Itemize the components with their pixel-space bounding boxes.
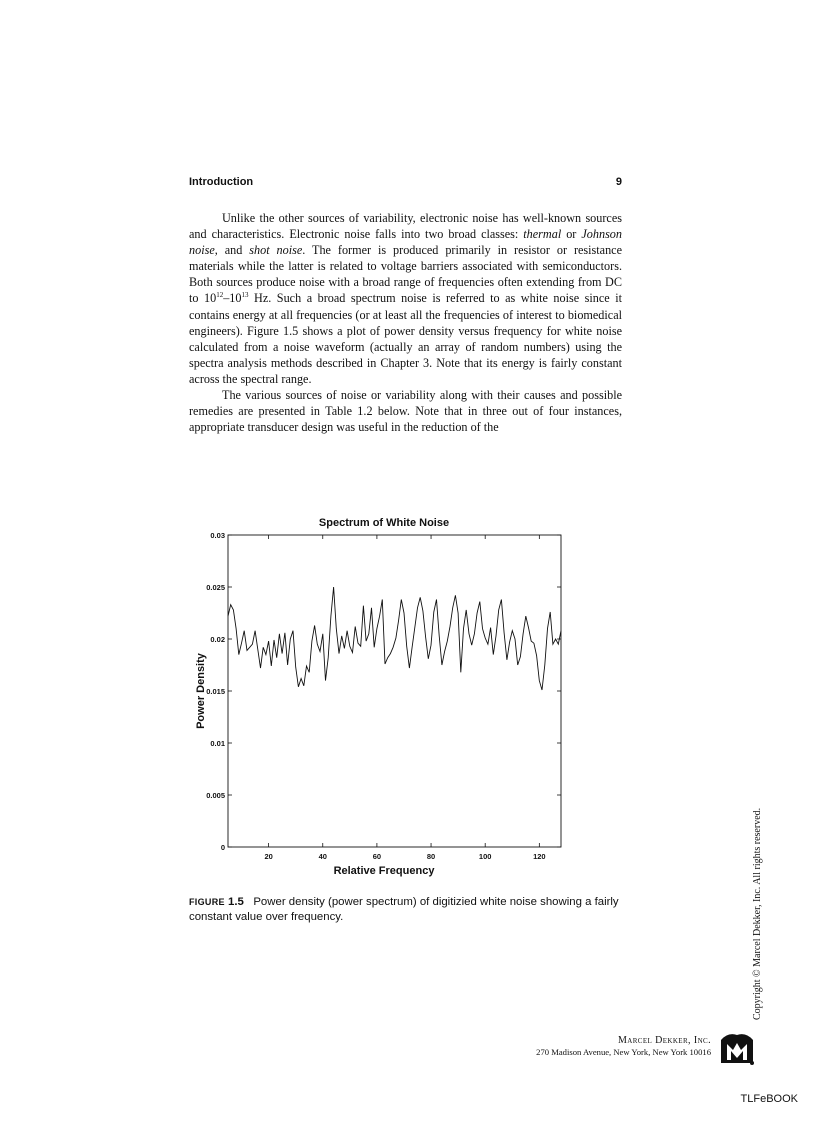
publisher-name: Marcel Dekker, Inc. bbox=[617, 1035, 711, 1046]
figure-caption bbox=[189, 895, 629, 925]
y-tick-label: 0.025 bbox=[206, 583, 225, 592]
y-tick-label: 0.02 bbox=[210, 635, 225, 644]
publisher-block bbox=[536, 1035, 711, 1057]
paragraph-2: The various sources of noise or variability along with their causes and possible remedies are presented in Table 1.2 below. Note that in three out of four instances, appropriate transducer design was useful in the reduction of the bbox=[189, 388, 622, 435]
y-tick-label: 0 bbox=[220, 843, 225, 852]
y-tick-label: 0.015 bbox=[206, 687, 225, 696]
power-density-line bbox=[228, 587, 561, 690]
watermark-text: TLFeBOOK bbox=[740, 1093, 798, 1105]
term-johnson-noise: Johnson noise bbox=[189, 227, 622, 258]
x-tick-label: 120 bbox=[533, 852, 546, 861]
term-shot-noise: shot noise bbox=[249, 243, 303, 258]
figure-label bbox=[189, 896, 244, 908]
x-tick-label: 40 bbox=[318, 852, 327, 861]
page-number: 9 bbox=[615, 176, 622, 188]
text-run: Unlike the other sources of variability, electronic noise has well-known sources and characteristics. Electronic noise falls into two broad classes: bbox=[189, 211, 622, 242]
plot-frame bbox=[228, 535, 561, 847]
spectrum-chart bbox=[192, 508, 572, 880]
text-run: Hz. Such a broad spectrum noise is referred to as white noise since it contains energy at all frequencies (or at least all the frequencies of interest to biomedical engineers). Figure 1.5 shows a plot of power density versus frequency for white noise calculated from a noise waveform (actually an array of random numbers) using the spectra analysis methods described in Chapter 3. Note that its energy is fairly constant across the spectral range. bbox=[189, 291, 623, 386]
copyright-notice: Copyright © Marcel Dekker, Inc. All rights reserved. bbox=[752, 807, 763, 1020]
running-header bbox=[189, 176, 622, 192]
section-title: Introduction bbox=[189, 176, 254, 188]
text-run: . The former is produced primarily in resistor or resistance materials while the latter is related to voltage barriers associated with semiconductors. Both sources produce noise with a broad range of frequencies often extending from DC to 10 bbox=[189, 243, 622, 306]
y-tick-label: 0.005 bbox=[206, 791, 225, 800]
y-tick-label: 0.01 bbox=[210, 739, 225, 748]
figure-word: FIGURE bbox=[189, 897, 225, 907]
text-run: –10 bbox=[223, 291, 242, 306]
exponent: 12 bbox=[216, 291, 224, 300]
term-thermal: thermal bbox=[523, 227, 562, 242]
chart-title: Spectrum of White Noise bbox=[318, 517, 450, 529]
paragraph-1 bbox=[189, 210, 622, 387]
y-tick-label: 0.03 bbox=[210, 531, 225, 540]
publisher-address: 270 Madison Avenue, New York, New York 10016 bbox=[536, 1047, 711, 1057]
exponent: 13 bbox=[241, 291, 249, 300]
x-tick-label: 100 bbox=[478, 852, 492, 861]
x-tick-label: 80 bbox=[426, 852, 436, 861]
figure-number: 1.5 bbox=[227, 896, 244, 908]
x-axis-label: Relative Frequency bbox=[333, 865, 435, 877]
x-tick-label: 20 bbox=[264, 852, 273, 861]
publisher-logo-icon bbox=[718, 1030, 756, 1066]
text-run: , and bbox=[214, 243, 250, 258]
x-tick-label: 60 bbox=[372, 852, 382, 861]
body-text bbox=[189, 210, 622, 435]
text-run: or bbox=[561, 227, 582, 242]
figure-1-5 bbox=[192, 508, 572, 880]
caption-text: Power density (power spectrum) of digitizied white noise showing a fairly constant value over frequency. bbox=[189, 896, 619, 923]
y-axis-label: Power Density bbox=[195, 653, 207, 729]
